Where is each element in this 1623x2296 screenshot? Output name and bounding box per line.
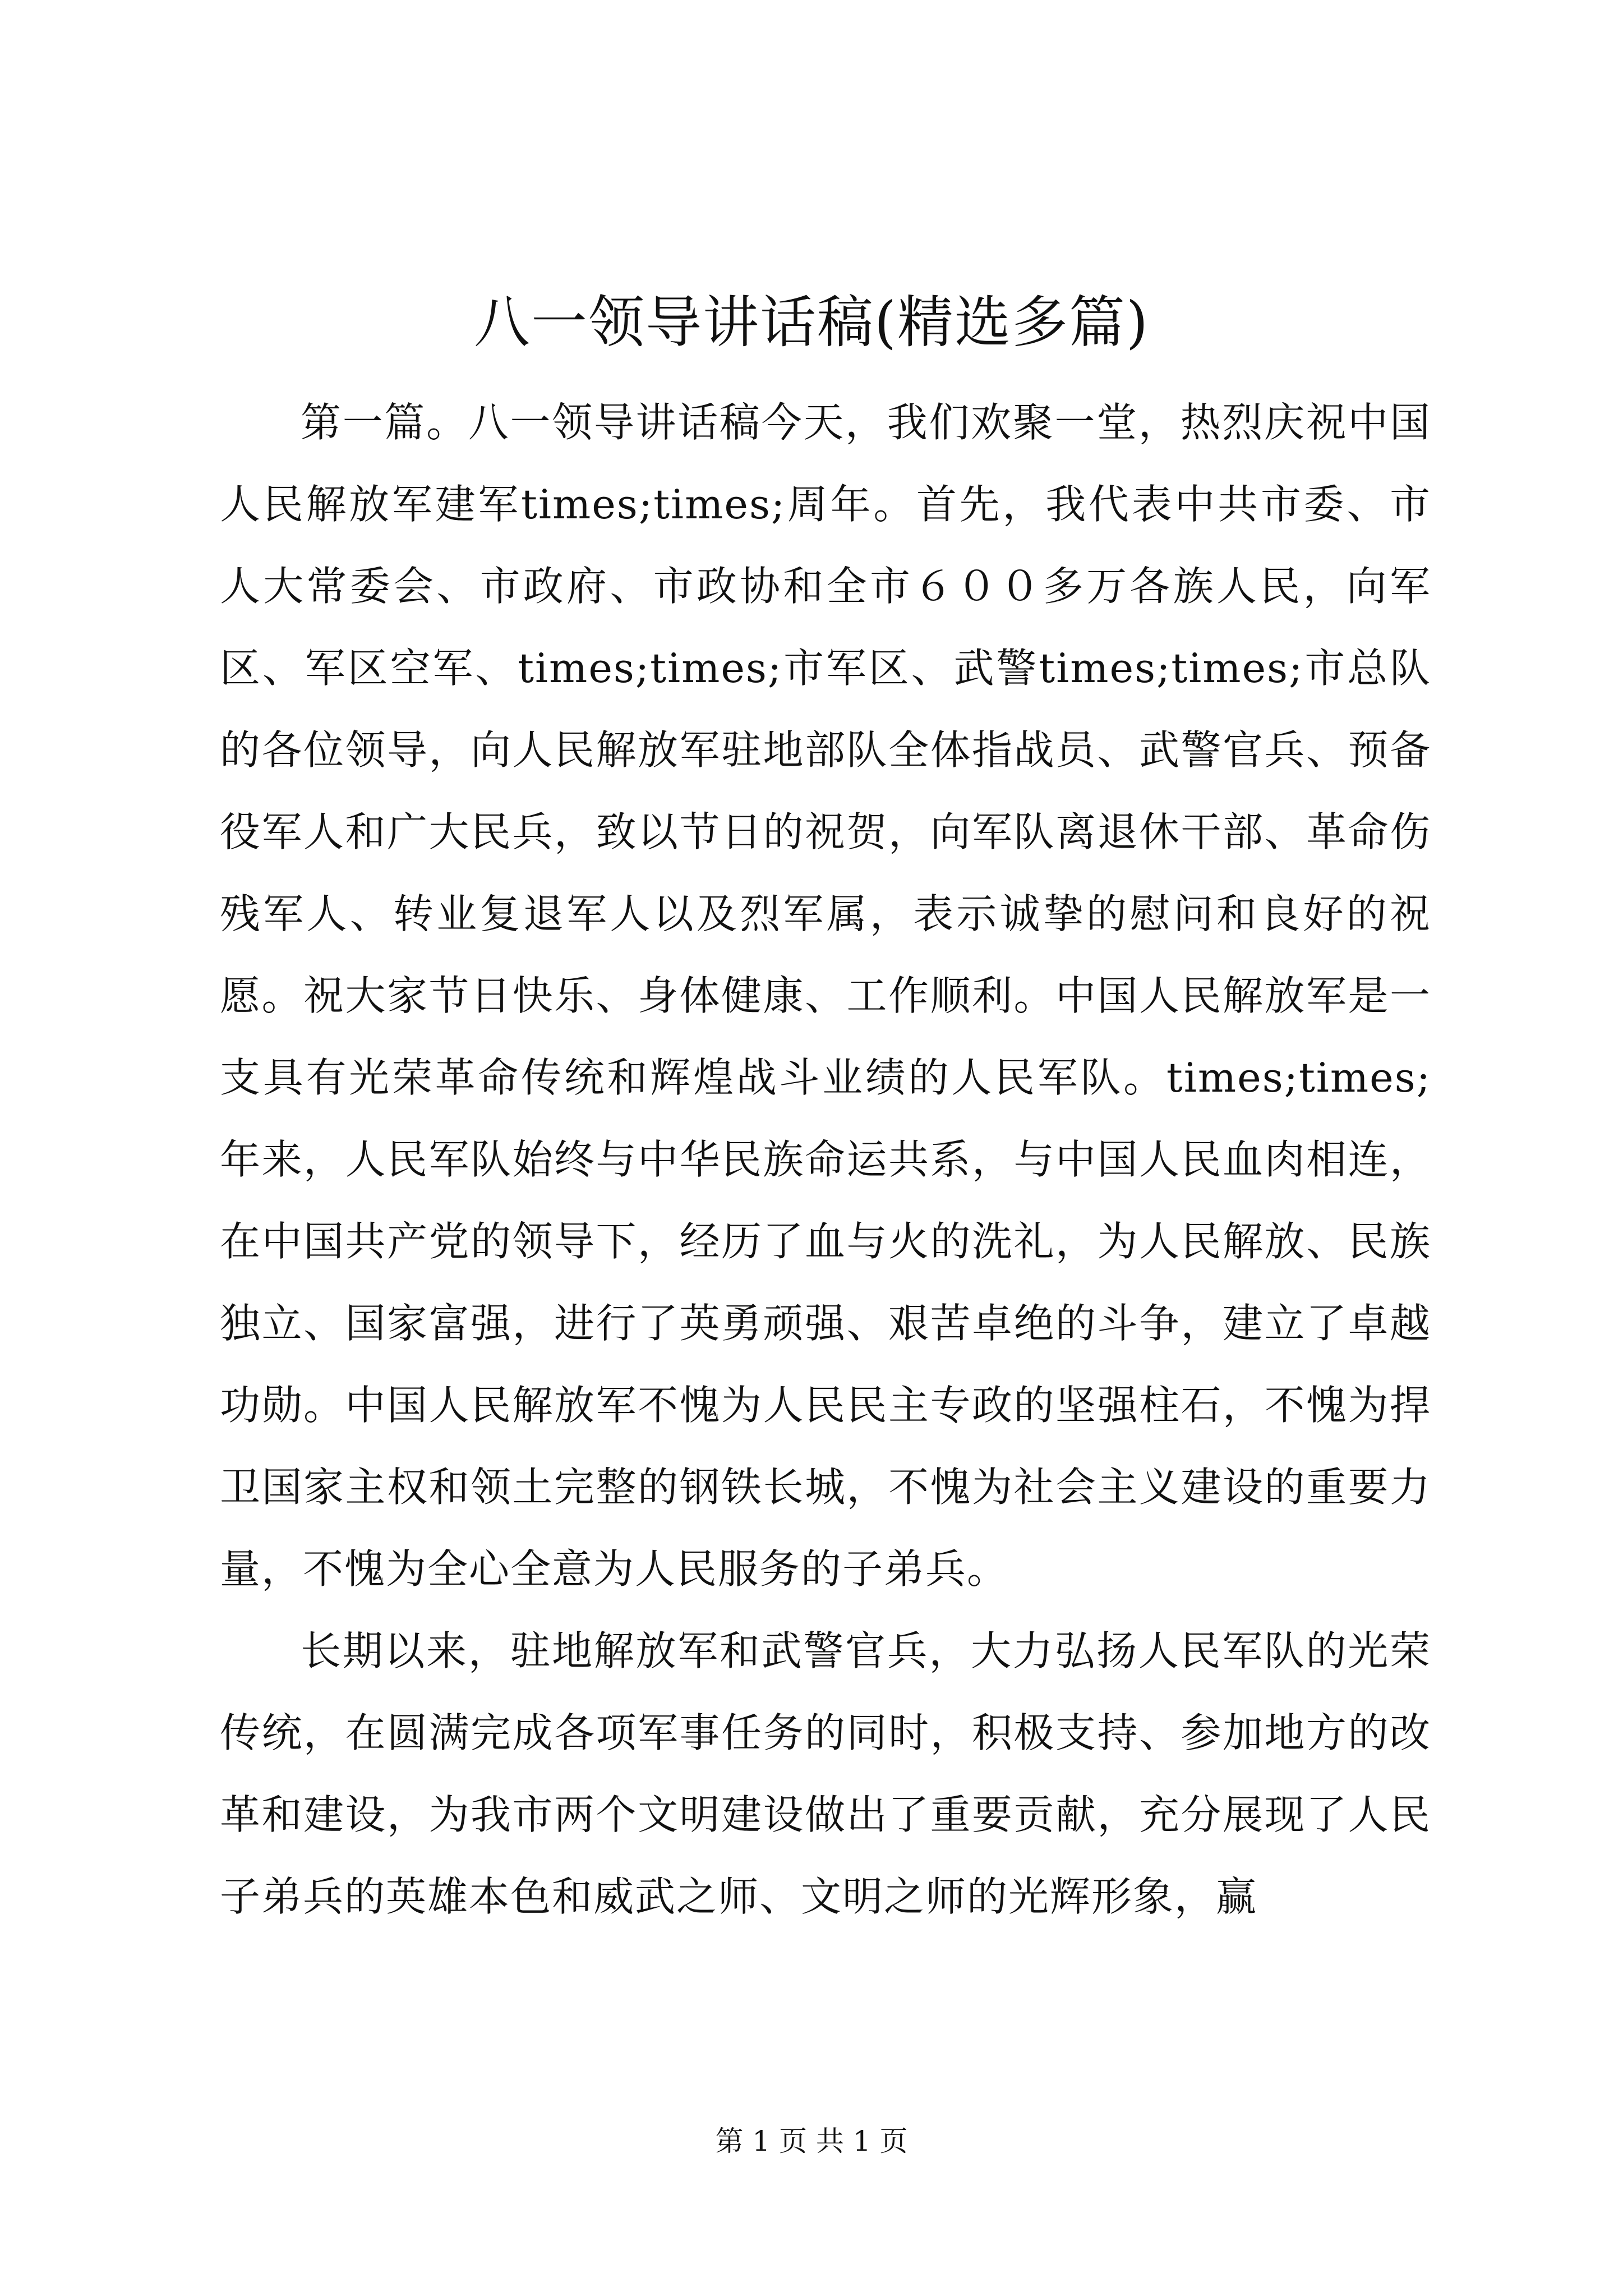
paragraph-2: 长期以来，驻地解放军和武警官兵，大力弘扬人民军队的光荣传统，在圆满完成各项军事任务的同时，积极支持、参加地方的改革和建设，为我市两个文明建设做出了重要贡献，充分展现了人民子弟兵的英雄本色和威武之师、文明之师的光辉形象，赢 — [220, 1627, 1431, 1920]
page-footer: 第 1 页 共 1 页 — [715, 2125, 908, 2157]
document-body — [220, 381, 1431, 1938]
paragraph-1: 第一篇。八一领导讲话稿今天，我们欢聚一堂，热烈庆祝中国人民解放军建军times;times;周年。首先，我代表中共市委、市人大常委会、市政府、市政协和全市６００多万各族人民，向军区、军区空军、times;times;市军区、武警times;times;市总队的各位领导，向人民解放军驻地部队全体指战员、武警官兵、预备役军人和广大民兵，致以节日的祝贺，向军队离退休干部、革命伤残军人、转业复退军人以及烈军属，表示诚挚的慰问和良好的祝愿。祝大家节日快乐、身体健康、工作顺利。中国人民解放军是一支具有光荣革命传统和辉煌战斗业绩的人民军队。times;times;年来，人民军队始终与中华民族命运共系，与中国人民血肉相连，在中国共产党的领导下，经历了血与火的洗礼，为人民解放、民族独立、国家富强，进行了英勇顽强、艰苦卓绝的斗争，建立了卓越功勋。中国人民解放军不愧为人民民主专政的坚强柱石，不愧为捍卫国家主权和领土完整的钢铁长城，不愧为社会主义建设的重要力量，不愧为全心全意为人民服务的子弟兵。 — [220, 399, 1431, 1593]
document-title: 八一领导讲话稿(精选多篇) — [473, 289, 1150, 355]
